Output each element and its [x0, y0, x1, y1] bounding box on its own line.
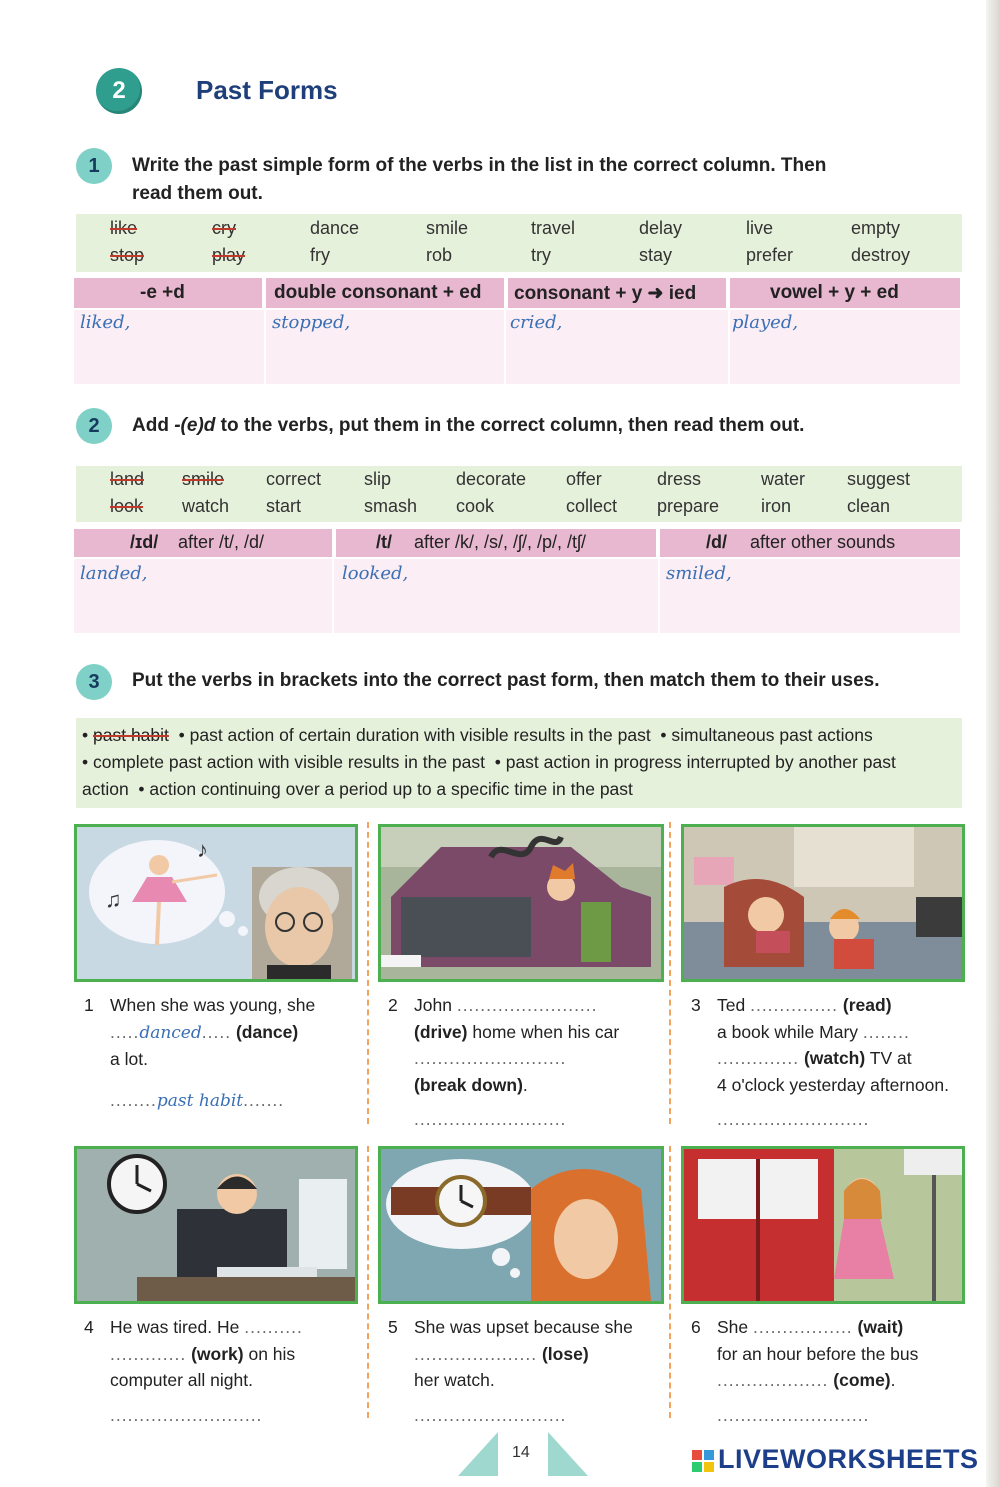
header-consonant-y: consonant + y ➜ ied: [514, 283, 697, 304]
exercise-2-instruction: Add -(e)d to the verbs, put them in the correct column, then read them out.: [132, 415, 805, 436]
item-1-use-answer: past habit: [156, 1090, 244, 1111]
section-title: Past Forms: [196, 75, 338, 105]
word-delay: delay: [639, 218, 683, 238]
word-prepare: prepare: [657, 496, 720, 516]
word-try: try: [531, 245, 551, 265]
header-d-symbol: /d/: [706, 532, 727, 552]
word-cry: cry: [212, 218, 236, 238]
item-1-answer: danced: [139, 1022, 202, 1043]
answer-stopped: stopped,: [272, 312, 351, 333]
divider-4: [669, 1146, 671, 1418]
exercise-3-instruction: Put the verbs in brackets into the correct past form, then match them to their uses.: [132, 670, 880, 691]
item-6: 6 She ................. (wait) for an hour before the bus ................... (come). ..........................: [691, 1317, 919, 1425]
picture-6-waiting-for-bus: [681, 1146, 965, 1304]
word-stay: stay: [639, 245, 673, 265]
answer-liked: liked,: [80, 312, 131, 333]
exercise-1-number: 1: [76, 148, 112, 184]
item-1: 1 When she was young, she .....danced..... (dance) a lot. ........past habit.......: [84, 995, 316, 1111]
word-dance: dance: [310, 218, 360, 238]
item-4: 4 He was tired. He .......... ............. (work) on his computer all night. ..........................: [84, 1317, 303, 1425]
header-vowel-y: vowel + y + ed: [770, 282, 899, 303]
word-correct: correct: [266, 469, 322, 489]
answer-smiled: smiled,: [666, 563, 732, 584]
word-smile-2: smile: [182, 469, 225, 489]
svg-text:♫: ♫: [105, 887, 122, 912]
exercise-1-instruction-line2: read them out.: [132, 183, 263, 204]
word-rob: rob: [426, 245, 453, 265]
exercise-1-instruction-line1: Write the past simple form of the verbs in the list in the correct column. Then: [132, 155, 827, 176]
header-e-d: -e +d: [140, 282, 185, 303]
word-like: like: [110, 218, 138, 238]
word-fry: fry: [310, 245, 330, 265]
word-travel: travel: [531, 218, 576, 238]
word-cook: cook: [456, 496, 495, 516]
exercise-1-column-headers: [74, 278, 960, 308]
word-play: play: [212, 245, 246, 265]
divider-2: [669, 822, 671, 1124]
word-watch: watch: [182, 496, 230, 516]
word-smile: smile: [426, 218, 469, 238]
item-3: 3 Ted ............... (read) a book while Mary ........ .............. (watch) TV at 4 o'clock yesterday afternoon. ..........................: [691, 995, 949, 1129]
answer-landed: landed,: [80, 563, 148, 584]
word-clean: clean: [847, 496, 891, 516]
liveworksheets-brand[interactable]: LIVEWORKSHEETS: [718, 1444, 979, 1474]
item-2: 2 John ........................ (drive) home when his car .......................... (break down). ..........................: [388, 995, 620, 1129]
header-id-text: after /t/, /d/: [178, 532, 265, 552]
divider-1: [367, 822, 369, 1124]
word-offer: offer: [566, 469, 602, 489]
word-look: look: [110, 496, 144, 516]
picture-2-broken-car: [378, 824, 664, 982]
word-slip: slip: [364, 469, 392, 489]
word-collect: collect: [566, 496, 618, 516]
page-edge-shadow: [986, 0, 1000, 1487]
svg-text:♪: ♪: [197, 837, 208, 862]
exercise-2-number: 2: [76, 408, 112, 444]
header-double-consonant: double consonant + ed: [274, 282, 482, 303]
liveworksheets-logo-icon: [692, 1450, 714, 1472]
word-suggest: suggest: [847, 469, 911, 489]
word-dress: dress: [657, 469, 702, 489]
exercise-1-word-list: [76, 214, 962, 272]
word-water: water: [761, 469, 806, 489]
item-5: 5 She was upset because she ..................... (lose) her watch. ..........................: [388, 1317, 633, 1425]
answer-cried: cried,: [510, 312, 563, 333]
word-start: start: [266, 496, 302, 516]
picture-3-reading-and-tv: [681, 824, 965, 982]
section-number-badge: 2: [96, 68, 142, 114]
exercise-2-answer-area[interactable]: [74, 559, 960, 633]
header-t-symbol: /t/: [376, 532, 392, 552]
answer-played: played,: [732, 312, 799, 333]
page-number: 14: [512, 1444, 530, 1461]
answer-looked: looked,: [342, 563, 409, 584]
divider-3: [367, 1146, 369, 1418]
word-live: live: [746, 218, 774, 238]
word-destroy: destroy: [851, 245, 911, 265]
picture-5-lost-watch: [378, 1146, 664, 1304]
word-empty: empty: [851, 218, 901, 238]
picture-1-ballet-dream: [74, 824, 358, 982]
header-t-text: after /k/, /s/, /ʃ/, /p/, /tʃ/: [414, 532, 587, 552]
word-decorate: decorate: [456, 469, 527, 489]
word-land: land: [110, 469, 145, 489]
word-smash: smash: [364, 496, 418, 516]
header-d-text: after other sounds: [750, 532, 896, 552]
word-prefer: prefer: [746, 245, 794, 265]
exercise-2-column-headers: [74, 529, 960, 557]
word-iron: iron: [761, 496, 792, 516]
uses-list: • past habit • past action of certain duration with visible results in the past • simultaneous past actions • complete past action with visible results in the past • past action in progress interrupted by another past action • action continuing over a period up to a specific time in the past: [82, 725, 896, 799]
word-stop: stop: [110, 245, 145, 265]
picture-4-tired-worker: [74, 1146, 358, 1304]
exercise-3-number: 3: [76, 664, 112, 700]
header-id-symbol: /ɪd/: [130, 532, 159, 552]
